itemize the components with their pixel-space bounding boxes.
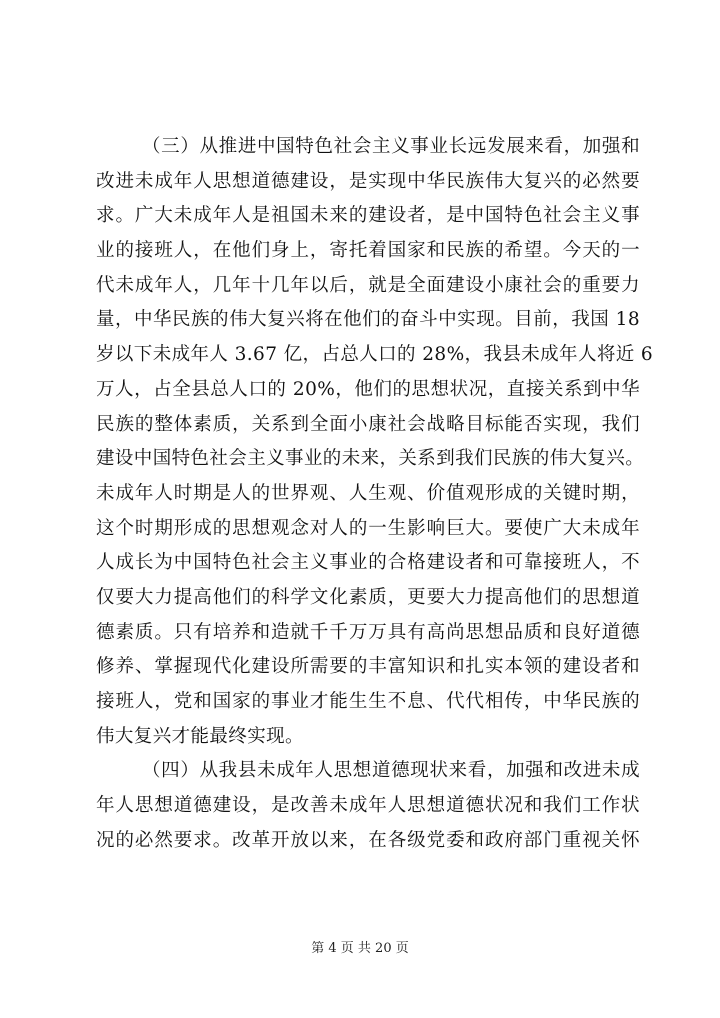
paragraph-line: 求。广大未成年人是祖国未来的建设者，是中国特色社会主义事: [96, 205, 640, 227]
paragraph-line: 人成长为中国特色社会主义事业的合格建设者和可靠接班人，不: [96, 552, 640, 574]
paragraph-line: 万人，占全县总人口的 20%，他们的思想状况，直接关系到中华: [96, 378, 640, 400]
paragraph-line: （三）从推进中国特色社会主义事业长远发展来看，加强和: [142, 136, 640, 157]
paragraph-line: 这个时期形成的思想观念对人的一生影响巨大。要使广大未成年: [96, 517, 640, 539]
paragraph-line: 德素质。只有培养和造就千千万万具有高尚思想品质和良好道德: [96, 621, 640, 643]
paragraph-line: 民族的整体素质，关系到全面小康社会战略目标能否实现，我们: [96, 413, 640, 435]
paragraph-line: 年人思想道德建设，是改善未成年人思想道德状况和我们工作状: [96, 795, 640, 817]
paragraph-line: 况的必然要求。改革开放以来，在各级党委和政府部门重视关怀: [96, 829, 640, 851]
paragraph-line: （四）从我县未成年人思想道德现状来看，加强和改进未成: [142, 760, 640, 782]
paragraph-line: 业的接班人，在他们身上，寄托着国家和民族的希望。今天的一: [96, 240, 640, 262]
paragraph-line: 接班人，党和国家的事业才能生生不息、代代相传，中华民族的: [96, 691, 640, 712]
paragraph-line: 岁以下未成年人 3.67 亿，占总人口的 28%，我县未成年人将近 6: [96, 344, 654, 366]
paragraph-line: 仅要大力提高他们的科学文化素质，更要大力提高他们的思想道: [96, 586, 640, 608]
paragraph-line: 未成年人时期是人的世界观、人生观、价值观形成的关键时期，: [96, 482, 640, 504]
document-body: [96, 130, 654, 858]
paragraph-line: 代未成年人，几年十几年以后，就是全面建设小康社会的重要力: [96, 274, 640, 296]
paragraph-line: 伟大复兴才能最终实现。: [96, 725, 304, 747]
paragraph-line: 建设中国特色社会主义事业的未来，关系到我们民族的伟大复兴。: [96, 448, 645, 470]
paragraph-line: 量，中华民族的伟大复兴将在他们的奋斗中实现。目前，我国 18: [96, 309, 640, 331]
paragraph-3: [96, 130, 654, 754]
paragraph-4: [96, 754, 640, 858]
paragraph-line: 修养、掌握现代化建设所需要的丰富知识和扎实本领的建设者和: [96, 656, 640, 678]
page-number-footer: 第 4 页 共 20 页: [311, 941, 409, 956]
paragraph-line: 改进未成年人思想道德建设，是实现中华民族伟大复兴的必然要: [96, 170, 640, 192]
